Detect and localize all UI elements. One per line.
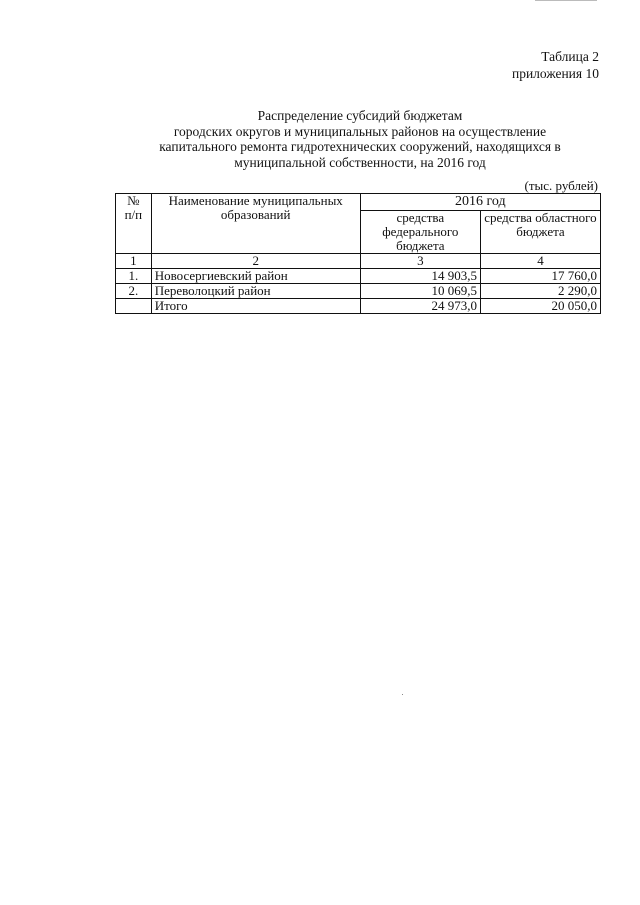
- row-district-name: Новосергиевский район: [151, 269, 360, 284]
- title-line-1: Распределение субсидий бюджетам: [257, 108, 463, 123]
- title-line-3: капитального ремонта гидротехнических сооружений, находящихся в: [159, 139, 561, 154]
- col-header-number: [116, 194, 152, 254]
- title-line-4: муниципальной собственности, на 2016 год: [234, 154, 486, 170]
- row-regional-amount: 2 290,0: [480, 284, 600, 299]
- total-row: [116, 299, 601, 314]
- title-line-2: городских округов и муниципальных районов на осуществление: [173, 123, 547, 139]
- total-number-cell: [116, 299, 152, 314]
- scan-edge-mark: [535, 0, 597, 1]
- total-label: Итого: [151, 299, 360, 314]
- col-header-number-line1: №: [127, 193, 140, 208]
- table-row: [116, 269, 601, 284]
- col-header-number-line2: п/п: [124, 207, 143, 222]
- col-header-name: Наименование муниципальных образований: [151, 194, 360, 254]
- table-number: Таблица 2: [541, 49, 599, 64]
- table-row: [116, 284, 601, 299]
- scan-speck: [402, 694, 403, 695]
- row-number: 2.: [116, 284, 152, 299]
- index-cell-3: 3: [360, 254, 480, 269]
- index-cell-1: 1: [116, 254, 152, 269]
- index-cell-4: 4: [480, 254, 600, 269]
- col-header-year: 2016 год: [360, 194, 600, 211]
- index-row: [116, 254, 601, 269]
- subsidy-table: [115, 193, 601, 314]
- total-regional-amount: 20 050,0: [480, 299, 600, 314]
- unit-note: (тыс. рублей): [524, 178, 598, 193]
- header-row-1: [116, 194, 601, 211]
- total-federal-amount: 24 973,0: [360, 299, 480, 314]
- row-federal-amount: 14 903,5: [360, 269, 480, 284]
- table-label-block: [512, 48, 599, 82]
- col-header-federal: средства федерального бюджета: [360, 211, 480, 254]
- row-number: 1.: [116, 269, 152, 284]
- document-title: [110, 108, 610, 170]
- row-district-name: Переволоцкий район: [151, 284, 360, 299]
- row-federal-amount: 10 069,5: [360, 284, 480, 299]
- row-regional-amount: 17 760,0: [480, 269, 600, 284]
- appendix-number: приложения 10: [511, 66, 599, 81]
- index-cell-2: 2: [151, 254, 360, 269]
- col-header-regional: средства областного бюджета: [480, 211, 600, 254]
